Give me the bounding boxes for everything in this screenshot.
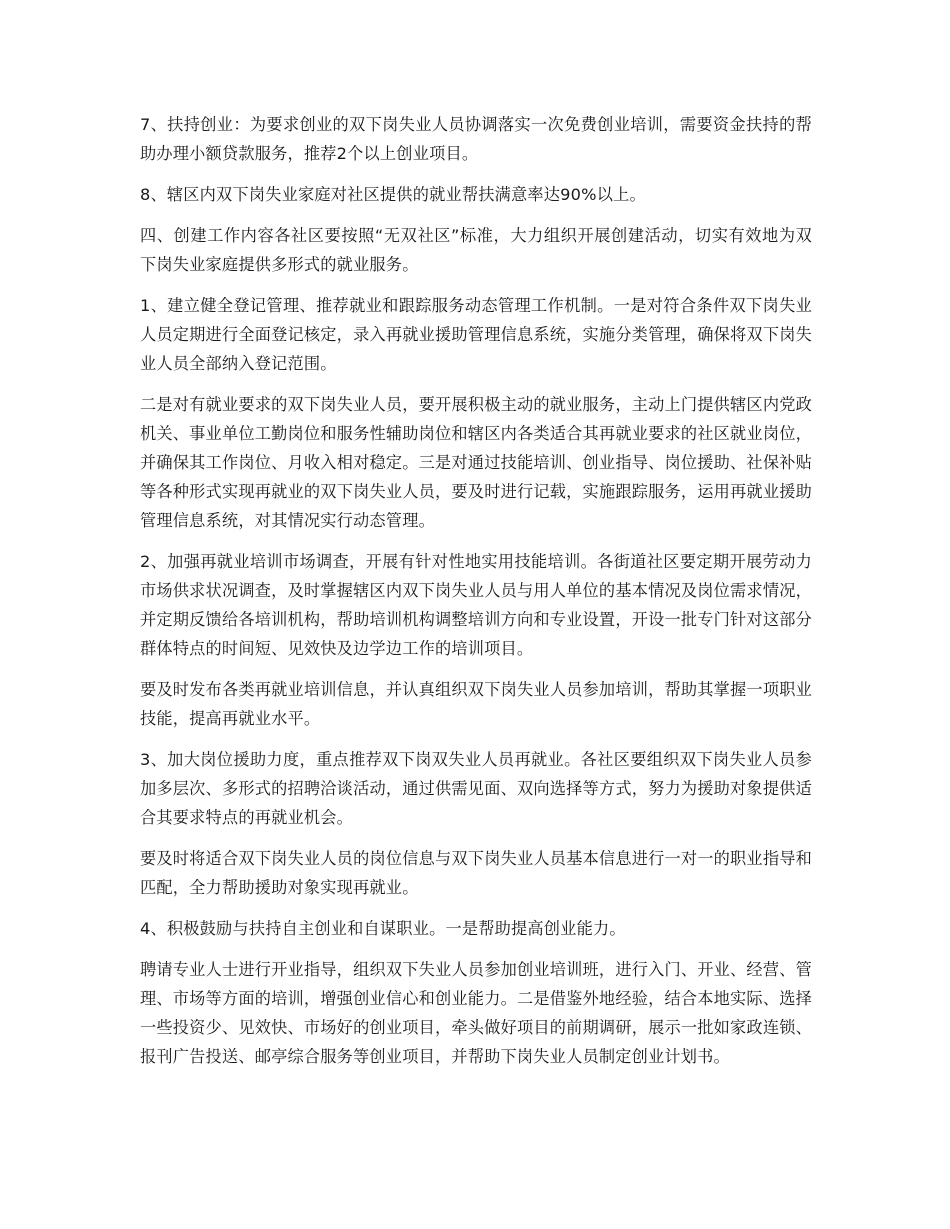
paragraph-item-1-continued: 二是对有就业要求的双下岗失业人员，要开展积极主动的就业服务，主动上门提供辖区内党政机关、事业单位工勤岗位和服务性辅助岗位和辖区内各类适合其再就业要求的社区就业岗位，并确保其工作岗位、月收入相对稳定。三是对通过技能培训、创业指导、岗位援助、社保补贴等各种形式实现再就业的双下岗失业人员，要及时进行记载，实施跟踪服务，运用再就业援助管理信息系统，对其情况实行动态管理。 xyxy=(140,395,812,530)
paragraph-item-7-startup-support: 7、扶持创业：为要求创业的双下岗失业人员协调落实一次免费创业培训，需要资金扶持的帮助办理小额贷款服务，推荐2个以上创业项目。 xyxy=(140,115,812,163)
paragraph-item-4-self-employment: 4、积极鼓励与扶持自主创业和自谋职业。一是帮助提高创业能力。 xyxy=(140,919,626,938)
paragraph-item-3-job-assistance: 3、加大岗位援助力度，重点推荐双下岗双失业人员再就业。各社区要组织双下岗失业人员参加多层次、多形式的招聘洽谈活动，通过供需见面、双向选择等方式，努力为援助对象提供适合其要求特点的再就业机会。 xyxy=(140,750,812,827)
paragraph-section-4-heading: 四、创建工作内容各社区要按照“无双社区”标准，大力组织开展创建活动，切实有效地为双下岗失业家庭提供多形式的就业服务。 xyxy=(140,226,812,274)
paragraph-item-3-continued: 要及时将适合双下岗失业人员的岗位信息与双下岗失业人员基本信息进行一对一的职业指导和匹配，全力帮助援助对象实现再就业。 xyxy=(140,849,812,897)
paragraph-item-2-continued: 要及时发布各类再就业培训信息，并认真组织双下岗失业人员参加培训，帮助其掌握一项职业技能，提高再就业水平。 xyxy=(140,680,812,728)
document-body xyxy=(140,110,812,1083)
paragraph-item-2-training: 2、加强再就业培训市场调查，开展有针对性地实用技能培训。各街道社区要定期开展劳动力市场供求状况调查，及时掌握辖区内双下岗失业人员与用人单位的基本情况及岗位需求情况，并定期反馈给各培训机构，帮助培训机构调整培训方向和专业设置，开设一批专门针对这部分群体特点的时间短、见效快及边学边工作的培训项目。 xyxy=(140,552,812,658)
paragraph-item-8-satisfaction-rate: 8、辖区内双下岗失业家庭对社区提供的就业帮扶满意率达90%以上。 xyxy=(140,185,646,204)
paragraph-item-4-continued: 聘请专业人士进行开业指导，组织双下失业人员参加创业培训班，进行入门、开业、经营、管理、市场等方面的培训，增强创业信心和创业能力。二是借鉴外地经验，结合本地实际、选择一些投资少、见效快、市场好的创业项目，牵头做好项目的前期调研，展示一批如家政连锁、报刊广告投送、邮亭综合服务等创业项目，并帮助下岗失业人员制定创业计划书。 xyxy=(140,960,812,1066)
paragraph-item-1-registration: 1、建立健全登记管理、推荐就业和跟踪服务动态管理工作机制。一是对符合条件双下岗失业人员定期进行全面登记核定，录入再就业援助管理信息系统，实施分类管理，确保将双下岗失业人员全部纳入登记范围。 xyxy=(140,296,812,373)
